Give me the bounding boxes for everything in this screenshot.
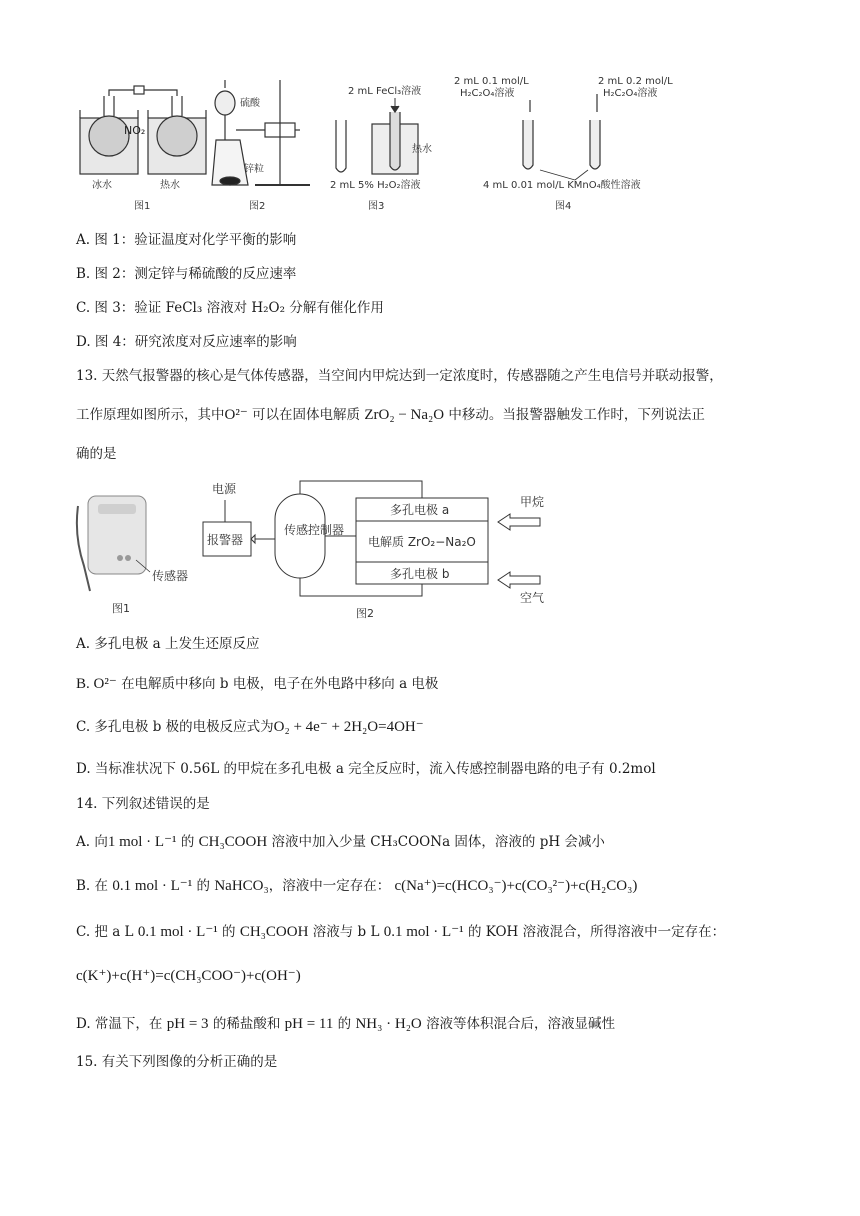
q13-option-d: D. 当标准状况下 0.56L 的甲烷在多孔电极 a 完全反应时，流入传感控制器电路的电子有 0.2mol [76, 761, 656, 777]
q14-a-formula: CH₃COOH [198, 834, 268, 850]
fig1-left-label: 冰水 [92, 180, 112, 191]
electrode-a-label: 多孔电极 a [390, 503, 450, 517]
fig2-zinc-label: 锌粒 [244, 164, 264, 175]
sensor-label: 传感器 [152, 569, 189, 583]
q13-option-c [76, 717, 424, 737]
q14-b-conc: 0.1 mol · L⁻¹ [112, 878, 193, 894]
q15-stem: 15. 有关下列图像的分析正确的是 [76, 1054, 278, 1070]
q13-option-b-text: 在电解质中移向 b 电极，电子在外电路中移向 a 电极 [121, 676, 439, 692]
alarm-label: 报警器 [207, 533, 244, 547]
fig4-left-line2: H₂C₂O₄溶液 [460, 88, 515, 99]
q12-figures [0, 0, 860, 220]
q13-fig2-caption: 图2 [356, 607, 374, 620]
power-label: 电源 [212, 482, 237, 496]
gas-detector-image [77, 496, 146, 591]
fig4-right-line2: H₂C₂O₄溶液 [603, 88, 658, 99]
fig4-bottom-label: 4 mL 0.01 mol/L KMnO₄酸性溶液 [483, 180, 641, 191]
q13-stem-text-a: 工作原理如图所示，其中 [76, 407, 225, 423]
q14-c-equation: c(K⁺)+c(H⁺)=c(CH₃COO⁻)+c(OH⁻) [76, 968, 301, 984]
q13-stem-line2 [76, 405, 705, 425]
methane-label: 甲烷 [520, 495, 545, 509]
q12-option-c: C. 图 3：验证 FeCl₃ 溶液对 H₂O₂ 分解有催化作用 [76, 300, 384, 316]
q14-d-text2: 的稀盐酸和 [212, 1016, 281, 1032]
fig4-apparatus [523, 94, 600, 180]
q13-option-c-formula: O₂ + 4e⁻ + 2H₂O=4OH⁻ [273, 719, 424, 735]
q14-a-text1: A. 向 [76, 834, 108, 850]
q14-stem: 14. 下列叙述错误的是 [76, 796, 210, 812]
q14-option-c-line1 [76, 922, 725, 942]
q13-electrolyte-formula: ZrO₂ − Na₂O [364, 407, 445, 423]
fig2-acid-label: 硫酸 [240, 98, 260, 109]
q13-option-b [76, 674, 438, 694]
q12-option-a: A. 图 1：验证温度对化学平衡的影响 [76, 232, 297, 248]
q14-b-text2: 的 [196, 878, 211, 894]
q14-c-text1: C. 把 a L [76, 924, 134, 940]
q14-c-text3: 溶液与 b L [312, 924, 380, 940]
fig4-caption: 图4 [555, 201, 572, 212]
fig3-bottom-label: 2 mL 5% H₂O₂溶液 [330, 180, 421, 191]
q12-option-d: D. 图 4：研究浓度对反应速率的影响 [76, 334, 297, 350]
q13-ion: O²⁻ [224, 407, 248, 423]
q14-c-conc2: 0.1 mol · L⁻¹ [383, 924, 464, 940]
fig4-left-line1: 2 mL 0.1 mol/L [454, 76, 529, 87]
q13-figure [70, 476, 570, 626]
electrode-b-label: 多孔电极 b [390, 567, 450, 581]
fig1-caption: 图1 [134, 201, 151, 212]
q14-d-ph1: pH = 3 [166, 1016, 209, 1032]
controller-label: 传感控制器 [284, 523, 345, 537]
q14-b-formula: NaHCO₃ [214, 878, 269, 894]
q14-option-d [76, 1014, 615, 1034]
fig3-caption: 图3 [368, 201, 385, 212]
q14-c-conc1: 0.1 mol · L⁻¹ [137, 924, 218, 940]
fig3-top-label: 2 mL FeCl₃溶液 [348, 86, 422, 97]
fig4-right-line1: 2 mL 0.2 mol/L [598, 76, 673, 87]
q14-c-formula: CH₃COOH [239, 924, 309, 940]
electrolyte-label: 电解质 ZrO₂−Na₂O [368, 535, 476, 549]
fig1-right-label: 热水 [160, 180, 180, 191]
fig2-caption: 图2 [249, 201, 266, 212]
q14-c-text4: 的 KOH 溶液混合，所得溶液中一定存在： [467, 924, 726, 940]
q12-option-b: B. 图 2：测定锌与稀硫酸的反应速率 [76, 266, 297, 282]
q14-option-b [76, 876, 637, 896]
q14-option-c-line2 [76, 966, 301, 986]
q13-stem-text-c: 中移动。当报警器触发工作时，下列说法正 [448, 407, 705, 423]
q13-stem-line1: 13. 天然气报警器的核心是气体传感器，当空间内甲烷达到一定浓度时，传感器随之产生电信号并联动报警， [76, 368, 723, 384]
fig3-apparatus [336, 98, 418, 174]
q14-b-equation: c(Na⁺)=c(HCO₃⁻)+c(CO₃²⁻)+c(H₂CO₃) [394, 878, 638, 894]
q14-a-conc: 1 mol · L⁻¹ [107, 834, 177, 850]
fig1-no2-label: NO₂ [124, 124, 146, 137]
air-label: 空气 [520, 591, 545, 605]
q13-option-b-ion: B. O²⁻ [76, 676, 117, 692]
q14-c-text2: 的 [222, 924, 236, 940]
q14-d-text1: D. 常温下，在 [76, 1016, 163, 1032]
q13-option-c-text: C. 多孔电极 b 极的电极反应式为 [76, 719, 274, 735]
q14-d-ph2: pH = 11 [284, 1016, 334, 1032]
q13-stem-text-b: 可以在固体电解质 [252, 407, 361, 423]
q14-b-text1: B. 在 [76, 878, 109, 894]
q13-fig1-caption: 图1 [112, 602, 130, 615]
q13-stem-line3: 确的是 [76, 446, 117, 462]
q14-option-a [76, 832, 605, 852]
q14-d-text3: 的 [337, 1016, 352, 1032]
q14-a-text3: 溶液中加入少量 CH₃COONa 固体，溶液的 pH 会减小 [271, 834, 605, 850]
q14-a-text2: 的 [180, 834, 195, 850]
q13-option-a: A. 多孔电极 a 上发生还原反应 [76, 636, 260, 652]
q14-d-formula: NH₃ · H₂O [355, 1016, 422, 1032]
q14-b-text3: ，溶液中一定存在： [268, 878, 391, 894]
q14-d-text4: 溶液等体积混合后，溶液显碱性 [426, 1016, 616, 1032]
fig3-hot-label: 热水 [412, 144, 432, 155]
